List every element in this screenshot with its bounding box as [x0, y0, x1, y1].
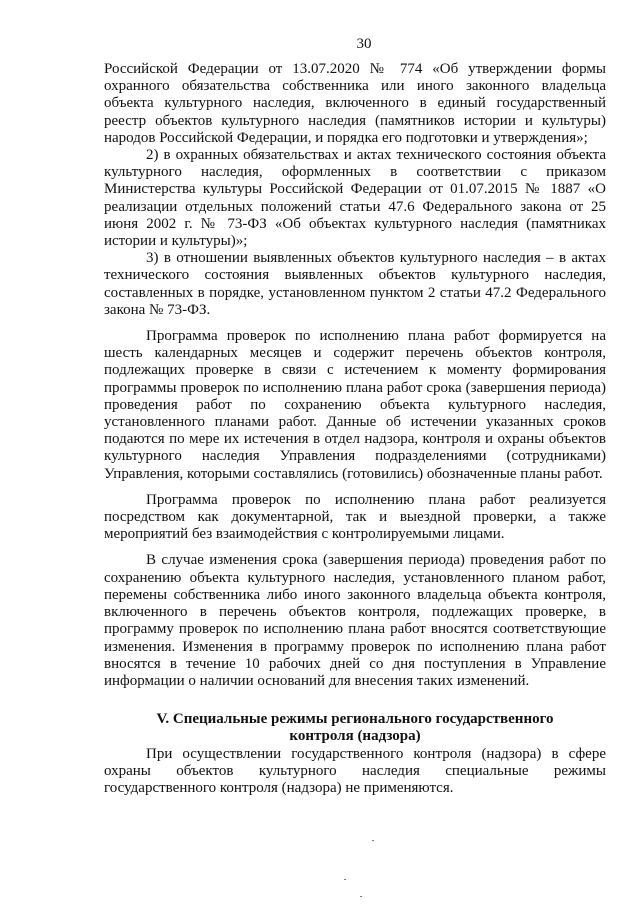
paragraph-program-formation: Программа проверок по исполнению плана работ формируется на шесть календарных месяцев и содержит перечень объектов контроля, подлежащих проверке в связи с истечением к моменту формирования программы проверок по исполнению плана работ срока (завершения периода) проведения работ по сохранению объекта культурного наследия, установленного планами работ. Данные об истечении указанных сроков подаются по мере их истечения в отдел надзора, контроля и охраны объектов культурного наследия Управления подразделениями (сотрудниками) Управления, которыми составлялись (готовились) обозначенные планы работ.	[104, 328, 606, 482]
paragraph-item-3: 3) в отношении выявленных объектов культурного наследия – в актах технического состояния выявленных объектов культурного наследия, составленных в порядке, установленном пунктом 2 статьи 47.2 Федерального закона № 73-ФЗ.	[104, 250, 606, 318]
paragraph-continuation: Российской Федерации от 13.07.2020 № 774 «Об утверждении формы охранного обязательства собственника или иного законного владельца объекта культурного наследия, включенного в единый государственный реестр объектов культурного наследия (памятников истории и культуры) народов Российской Федерации, и порядка его подготовки и утверждения»;	[104, 61, 606, 146]
page-number: 30	[356, 36, 372, 52]
section-heading-line-1: V. Специальные режимы регионального государственного	[156, 711, 554, 728]
paragraph-special-regimes: При осуществлении государственного контроля (надзора) в сфере охраны объектов культурного наследия специальные режимы государственного контроля (надзора) не применяются.	[104, 745, 606, 796]
paragraph-program-implementation: Программа проверок по исполнению плана работ реализуется посредством как документарной, так и выездной проверки, а также мероприятий без взаимодействия с контролируемыми лицами.	[104, 491, 606, 543]
scan-speck	[344, 879, 346, 880]
paragraph-program-changes: В случае изменения срока (завершения периода) проведения работ по сохранению объекта культурного наследия, установленного планом работ, перемены собственника либо иного законного владельца объекта контроля, включенного в перечень объектов контроля, подлежащих проверке, в программу проверок по исполнению плана работ вносятся соответствующие изменения. Изменения в программу проверок по исполнению плана работ вносятся в течение 10 рабочих дней со дня поступления в Управление информации о наличии оснований для внесения таких изменений.	[104, 552, 606, 689]
section-heading	[104, 711, 606, 745]
paragraph-item-2: 2) в охранных обязательствах и актах технического состояния объекта культурного наследия, оформленных в соответствии с приказом Министерства культуры Российской Федерации от 01.07.2015 № 1887 «О реализации отдельных положений статьи 47.6 Федерального закона от 25 июня 2002 г. № 73-ФЗ «Об объектах культурного наследия (памятниках истории и культуры)»;	[104, 147, 606, 250]
scan-speck	[360, 896, 362, 897]
scan-speck	[372, 840, 374, 841]
section-heading-line-2: контроля (надзора)	[289, 728, 421, 745]
